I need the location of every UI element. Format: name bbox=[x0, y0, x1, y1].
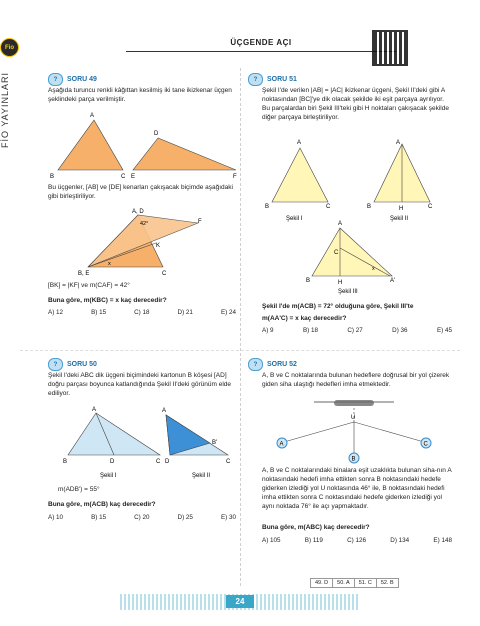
svg-text:B: B bbox=[63, 459, 68, 465]
svg-text:42°: 42° bbox=[140, 221, 149, 227]
page-number: 24 bbox=[226, 595, 254, 608]
q51-text: Şekil I'de verilen |AB| = |AC| ikizkenar üçgeni, Şekil II'deki gibi A noktasından [BC]'ye dik olacak şekilde iki eşit parçaya ayrılıyor. Bu parçalardan biri Şekil III'teki gibi H noktaları çakışacak şekilde diğer parçaya birleştiriliyor. bbox=[262, 87, 449, 121]
svg-text:C: C bbox=[156, 459, 161, 465]
question-icon: ? bbox=[48, 358, 63, 371]
q51-figures bbox=[262, 130, 452, 295]
qr-code-icon[interactable] bbox=[372, 30, 408, 66]
q51-choices bbox=[262, 327, 452, 334]
q50-choices bbox=[48, 514, 236, 521]
q51-title: SORU 51 bbox=[267, 76, 297, 83]
q51-fig1-label: Şekil I bbox=[286, 216, 303, 222]
q52-title: SORU 52 bbox=[267, 361, 297, 368]
q52-choices bbox=[262, 537, 452, 544]
q49-choice-b[interactable]: B) 15 bbox=[91, 309, 107, 316]
q52-choice-c[interactable]: C) 126 bbox=[347, 537, 367, 544]
answer-key-item: 49. D bbox=[311, 579, 333, 587]
svg-text:D: D bbox=[154, 131, 159, 137]
svg-text:F: F bbox=[233, 174, 237, 180]
answer-key-item: 51. C bbox=[355, 579, 377, 587]
q49-given: [BK] = |KF| ve m(CAF) = 42° bbox=[48, 282, 130, 289]
svg-text:A': A' bbox=[390, 278, 396, 284]
svg-text:C: C bbox=[162, 271, 167, 277]
q49-choice-d[interactable]: D) 21 bbox=[177, 309, 193, 316]
svg-text:A: A bbox=[297, 140, 302, 146]
drone-icon bbox=[334, 400, 374, 406]
q50-fig1-label: Şekil I bbox=[100, 473, 117, 479]
q49-figure-pieces bbox=[48, 108, 238, 180]
q49-title: SORU 49 bbox=[67, 76, 97, 83]
svg-text:E: E bbox=[131, 174, 136, 180]
svg-text:A, D: A, D bbox=[132, 209, 144, 215]
q52-choice-d[interactable]: D) 134 bbox=[390, 537, 410, 544]
publisher-side-label: FİO YAYINLARI bbox=[0, 71, 10, 148]
q50-choice-d[interactable]: D) 25 bbox=[177, 514, 193, 521]
q50-question: Buna göre, m(ACB) kaç derecedir? bbox=[48, 501, 156, 508]
svg-text:B: B bbox=[367, 204, 372, 210]
svg-text:C: C bbox=[226, 459, 231, 465]
svg-text:K: K bbox=[156, 243, 161, 249]
q51-choice-c[interactable]: C) 27 bbox=[347, 327, 363, 334]
svg-text:H: H bbox=[338, 280, 343, 286]
q49-choice-a[interactable]: A) 12 bbox=[48, 309, 64, 316]
q52-question: Buna göre, m(ABC) kaç derecedir? bbox=[262, 524, 370, 531]
answer-key-item: 50. A bbox=[333, 579, 355, 587]
q51-given: Şekil I'de m(ACB) = 72° olduğuna göre, Şekil III'te bbox=[262, 303, 414, 310]
svg-text:A: A bbox=[92, 407, 97, 413]
svg-text:A: A bbox=[162, 408, 167, 414]
q50-choice-c[interactable]: C) 20 bbox=[134, 514, 150, 521]
q50-fig2-label: Şekil II bbox=[192, 473, 211, 479]
q52-choice-a[interactable]: A) 105 bbox=[262, 537, 281, 544]
q52-header bbox=[248, 358, 297, 371]
q49-text2: Bu üçgenler, [AB] ve [DE] kenarları çakışacak biçimde aşağıdaki gibi birleştiriliyor. bbox=[48, 184, 233, 200]
svg-text:H: H bbox=[399, 206, 404, 212]
svg-text:B: B bbox=[265, 204, 270, 210]
svg-text:D: D bbox=[165, 459, 170, 465]
svg-text:F: F bbox=[198, 219, 202, 225]
publisher-logo: Fio bbox=[0, 38, 19, 57]
page-title: ÜÇGENDE AÇI bbox=[126, 38, 396, 52]
row-divider bbox=[20, 350, 460, 351]
question-icon: ? bbox=[48, 73, 63, 86]
q51-fig3-label: Şekil III bbox=[338, 289, 358, 295]
svg-text:A: A bbox=[279, 441, 284, 448]
svg-text:C: C bbox=[428, 204, 433, 210]
svg-text:A: A bbox=[338, 221, 343, 227]
q50-given: m(ADB') = 55° bbox=[58, 486, 100, 493]
q49-choice-c[interactable]: C) 18 bbox=[134, 309, 150, 316]
q51-fig2-label: Şekil II bbox=[390, 216, 409, 222]
q49-figure-combined bbox=[48, 205, 238, 280]
q51-choice-d[interactable]: D) 36 bbox=[392, 327, 408, 334]
q49-choice-e[interactable]: E) 24 bbox=[220, 309, 236, 316]
q50-choice-b[interactable]: B) 15 bbox=[91, 514, 107, 521]
q50-choice-e[interactable]: E) 30 bbox=[220, 514, 236, 521]
q52-figure bbox=[262, 392, 452, 464]
answer-key bbox=[310, 578, 399, 588]
q49-header bbox=[48, 73, 97, 86]
question-icon: ? bbox=[248, 358, 263, 371]
question-icon: ? bbox=[248, 73, 263, 86]
q52-choice-b[interactable]: B) 119 bbox=[304, 537, 323, 544]
column-divider bbox=[240, 68, 241, 586]
answer-key-item: 52. B bbox=[380, 580, 394, 586]
q52-choice-e[interactable]: E) 148 bbox=[433, 537, 452, 544]
q52-text1: A, B ve C noktalarında bulunan hedeflere doğrusal bir yol çizerek giden siha ulaştığı hedefleri imha etmektedir. bbox=[262, 372, 450, 388]
svg-text:B, E: B, E bbox=[78, 271, 90, 277]
q50-text: Şekil I'deki ABC dik üçgeni biçimindeki kartonun B köşesi [AD] doğru parçası boyunca katlandığında Şekil II'deki görünüm elde ediliyor. bbox=[48, 372, 231, 397]
svg-text:C: C bbox=[334, 250, 339, 256]
q51-choice-a[interactable]: A) 9 bbox=[262, 327, 274, 334]
svg-text:C: C bbox=[326, 204, 331, 210]
q51-choice-e[interactable]: E) 45 bbox=[436, 327, 452, 334]
svg-text:C: C bbox=[423, 441, 428, 448]
svg-text:B: B bbox=[306, 278, 311, 284]
q50-title: SORU 50 bbox=[67, 361, 97, 368]
q49-text1: Aşağıda turuncu renkli kâğıttan kesilmiş iki tane ikizkenar üçgen şeklindeki parça verilmiştir. bbox=[48, 87, 232, 103]
svg-text:x: x bbox=[372, 266, 375, 272]
q52-text2: A, B ve C noktalarındaki binalara eşit uzaklıkta bulunan siha-nın A noktasındaki hedefi imha ettikten sonra B noktasındaki hedefe giderken izlediği yol U noktasında 46° ile, B noktasındaki hedefi imha ettikten sonra C noktasındaki hedefe giderken izlediği yol aynı noktada 76° ile açı yapmaktadır. bbox=[262, 467, 452, 510]
q50-figures bbox=[48, 403, 238, 483]
q51-choice-b[interactable]: B) 18 bbox=[302, 327, 318, 334]
q49-question: Buna göre, m(KBC) = x kaç derecedir? bbox=[48, 297, 167, 304]
q51-header bbox=[248, 73, 297, 86]
svg-text:C: C bbox=[121, 174, 126, 180]
svg-text:A: A bbox=[396, 140, 401, 146]
q49-choices bbox=[48, 309, 236, 316]
svg-text:B': B' bbox=[212, 440, 218, 446]
svg-text:A: A bbox=[90, 113, 95, 119]
svg-text:B: B bbox=[50, 174, 55, 180]
svg-text:B: B bbox=[351, 456, 356, 463]
q51-question: m(AA'C) = x kaç derecedir? bbox=[262, 315, 347, 322]
svg-text:U: U bbox=[351, 415, 356, 421]
q50-header bbox=[48, 358, 97, 371]
q50-choice-a[interactable]: A) 10 bbox=[48, 514, 64, 521]
svg-text:D: D bbox=[110, 459, 115, 465]
svg-text:x: x bbox=[108, 261, 111, 267]
